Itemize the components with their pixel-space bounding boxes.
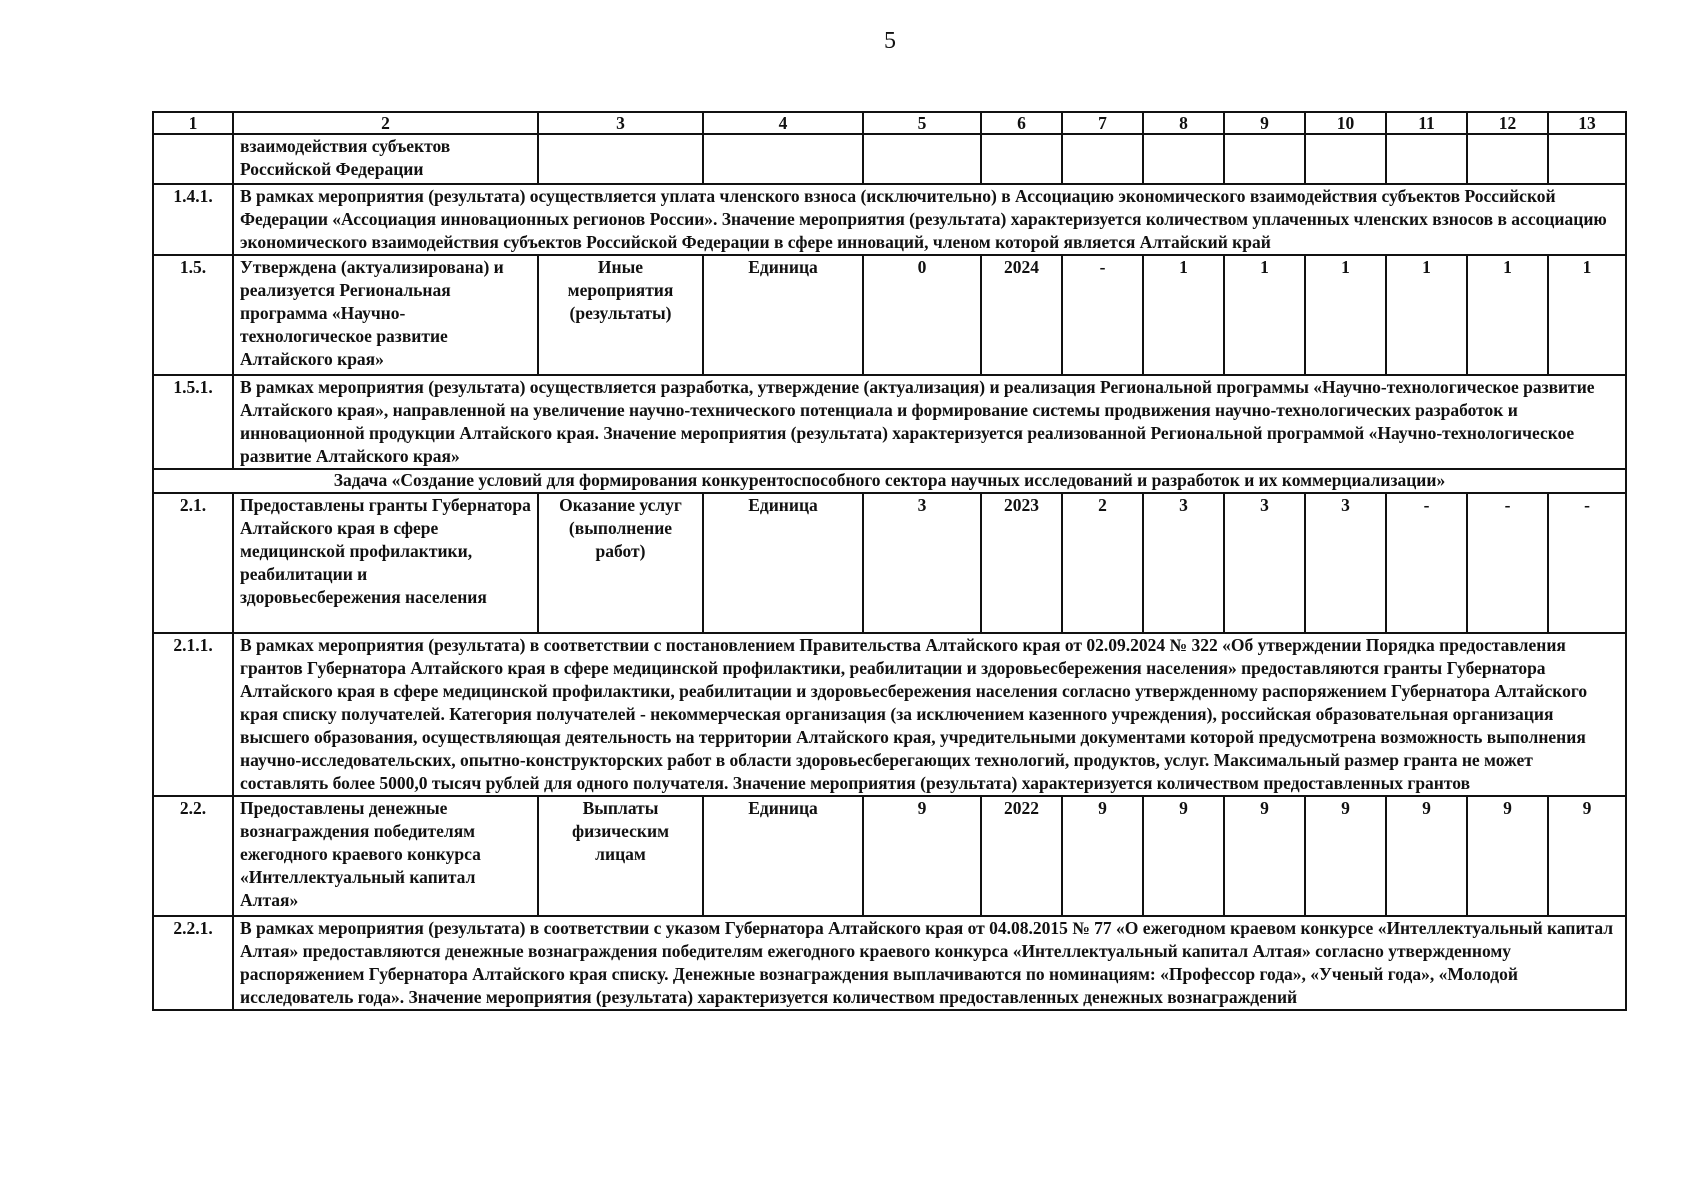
value-col-11: 9 xyxy=(1386,796,1467,916)
header-col-3: 3 xyxy=(538,112,703,134)
value-col-8: 3 xyxy=(1143,493,1224,633)
value-col-13: 1 xyxy=(1548,255,1626,375)
base-value: 0 xyxy=(863,255,981,375)
measure-type: Оказание услуг (выполнение работ) xyxy=(538,493,703,633)
value-col-10: 3 xyxy=(1305,493,1386,633)
table-row-2-1-1 xyxy=(153,633,1626,796)
header-col-10: 10 xyxy=(1305,112,1386,134)
measure-name: взаимодействия субъектов Российской Федерации xyxy=(233,134,538,184)
measure-description: В рамках мероприятия (результата) в соответствии с постановлением Правительства Алтайского края от 02.09.2024 № 322 «Об утверждении Порядка предоставления грантов Губернатора Алтайского края в сфере медицинской профилактики, реабилитации и здоровьесбережения населения» предоставляются гранты Губернатора Алтайского края в сфере медицинской профилактики, реабилитации и здоровьесбережения населения согласно утвержденному распоряжением Губернатора Алтайского края списку получателей. Категория получателей - некоммерческая организация (за исключением казенного учреждения), российская образовательная организация высшего образования, осуществляющая деятельность на территории Алтайского края, учредительными документами которой предусмотрена возможность выполнения научно-исследовательских, опытно-конструкторских работ в области здоровьесберегающих технологий, продуктов, услуг. Максимальный размер гранта не может составлять более 5000,0 тысяч рублей для одного получателя. Значение мероприятия (результата) характеризуется количеством предоставленных грантов xyxy=(233,633,1626,796)
table-row-2-1 xyxy=(153,493,1626,633)
value-col-11: 1 xyxy=(1386,255,1467,375)
table-row-2-2-1 xyxy=(153,916,1626,1010)
table-row-1-4-1 xyxy=(153,184,1626,255)
value-col-9: 1 xyxy=(1224,255,1305,375)
value-col-12: 9 xyxy=(1467,796,1548,916)
base-year: 2022 xyxy=(981,796,1062,916)
base-year: 2023 xyxy=(981,493,1062,633)
header-col-1: 1 xyxy=(153,112,233,134)
page-number: 5 xyxy=(884,28,896,54)
header-col-4: 4 xyxy=(703,112,863,134)
table-row-continuation xyxy=(153,134,1626,184)
table-row-2-2 xyxy=(153,796,1626,916)
value-col-7: 2 xyxy=(1062,493,1143,633)
header-col-9: 9 xyxy=(1224,112,1305,134)
task-title: Задача «Создание условий для формирования конкурентоспособного сектора научных исследований и разработок и их коммерциализации» xyxy=(153,469,1626,493)
value-col-13: - xyxy=(1548,493,1626,633)
row-number: 2.2. xyxy=(153,796,233,916)
measure-description: В рамках мероприятия (результата) осуществляется уплата членского взноса (исключительно) в Ассоциацию экономического взаимодействия субъектов Российской Федерации «Ассоциация инновационных регионов России». Значение мероприятия (результата) характеризуется количеством уплаченных членских взносов в ассоциацию экономического взаимодействия субъектов Российской Федерации в сфере инноваций, членом которой является Алтайский край xyxy=(233,184,1626,255)
value-col-10: 1 xyxy=(1305,255,1386,375)
value-col-13: 9 xyxy=(1548,796,1626,916)
row-number: 2.1. xyxy=(153,493,233,633)
base-value: 3 xyxy=(863,493,981,633)
header-col-12: 12 xyxy=(1467,112,1548,134)
value-col-10: 9 xyxy=(1305,796,1386,916)
header-col-6: 6 xyxy=(981,112,1062,134)
task-row xyxy=(153,469,1626,493)
unit: Единица xyxy=(703,493,863,633)
row-number: 2.1.1. xyxy=(153,633,233,796)
value-col-8: 9 xyxy=(1143,796,1224,916)
measure-name: Предоставлены гранты Губернатора Алтайского края в сфере медицинской профилактики, реабилитации и здоровьесбережения населения xyxy=(233,493,538,633)
row-number: 2.2.1. xyxy=(153,916,233,1010)
measure-name: Предоставлены денежные вознаграждения победителям ежегодного краевого конкурса «Интеллектуальный капитал Алтая» xyxy=(233,796,538,916)
row-number: 1.5. xyxy=(153,255,233,375)
base-value: 9 xyxy=(863,796,981,916)
measure-name: Утверждена (актуализирована) и реализуется Региональная программа «Научно-технологическое развитие Алтайского края» xyxy=(233,255,538,375)
unit: Единица xyxy=(703,255,863,375)
unit: Единица xyxy=(703,796,863,916)
value-col-9: 3 xyxy=(1224,493,1305,633)
header-col-7: 7 xyxy=(1062,112,1143,134)
measure-type: Иные мероприятия (результаты) xyxy=(538,255,703,375)
header-col-11: 11 xyxy=(1386,112,1467,134)
value-col-12: 1 xyxy=(1467,255,1548,375)
value-col-7: - xyxy=(1062,255,1143,375)
measure-description: В рамках мероприятия (результата) в соответствии с указом Губернатора Алтайского края от 04.08.2015 № 77 «О ежегодном краевом конкурсе «Интеллектуальный капитал Алтая» предоставляются денежные вознаграждения победителям ежегодного краевого конкурса «Интеллектуальный капитал Алтая» согласно утвержденному распоряжением Губернатора Алтайского края списку. Денежные вознаграждения выплачиваются по номинациям: «Профессор года», «Ученый года», «Молодой исследователь года». Значение мероприятия (результата) характеризуется количеством предоставленных денежных вознаграждений xyxy=(233,916,1626,1010)
header-col-5: 5 xyxy=(863,112,981,134)
row-number: 1.4.1. xyxy=(153,184,233,255)
results-table xyxy=(152,111,1627,1011)
value-col-7: 9 xyxy=(1062,796,1143,916)
header-row xyxy=(153,112,1626,134)
base-year: 2024 xyxy=(981,255,1062,375)
measure-type: Выплаты физическим лицам xyxy=(538,796,703,916)
header-col-13: 13 xyxy=(1548,112,1626,134)
value-col-11: - xyxy=(1386,493,1467,633)
header-col-8: 8 xyxy=(1143,112,1224,134)
measure-description: В рамках мероприятия (результата) осуществляется разработка, утверждение (актуализация) и реализация Региональной программы «Научно-технологическое развитие Алтайского края», направленной на увеличение научно-технического потенциала и формирование системы продвижения научно-технологических разработок и инновационной продукции Алтайского края. Значение мероприятия (результата) характеризуется реализованной Региональной программой «Научно-технологическое развитие Алтайского края» xyxy=(233,375,1626,469)
value-col-9: 9 xyxy=(1224,796,1305,916)
table-row-1-5 xyxy=(153,255,1626,375)
table-row-1-5-1 xyxy=(153,375,1626,469)
value-col-12: - xyxy=(1467,493,1548,633)
header-col-2: 2 xyxy=(233,112,538,134)
value-col-8: 1 xyxy=(1143,255,1224,375)
row-number: 1.5.1. xyxy=(153,375,233,469)
